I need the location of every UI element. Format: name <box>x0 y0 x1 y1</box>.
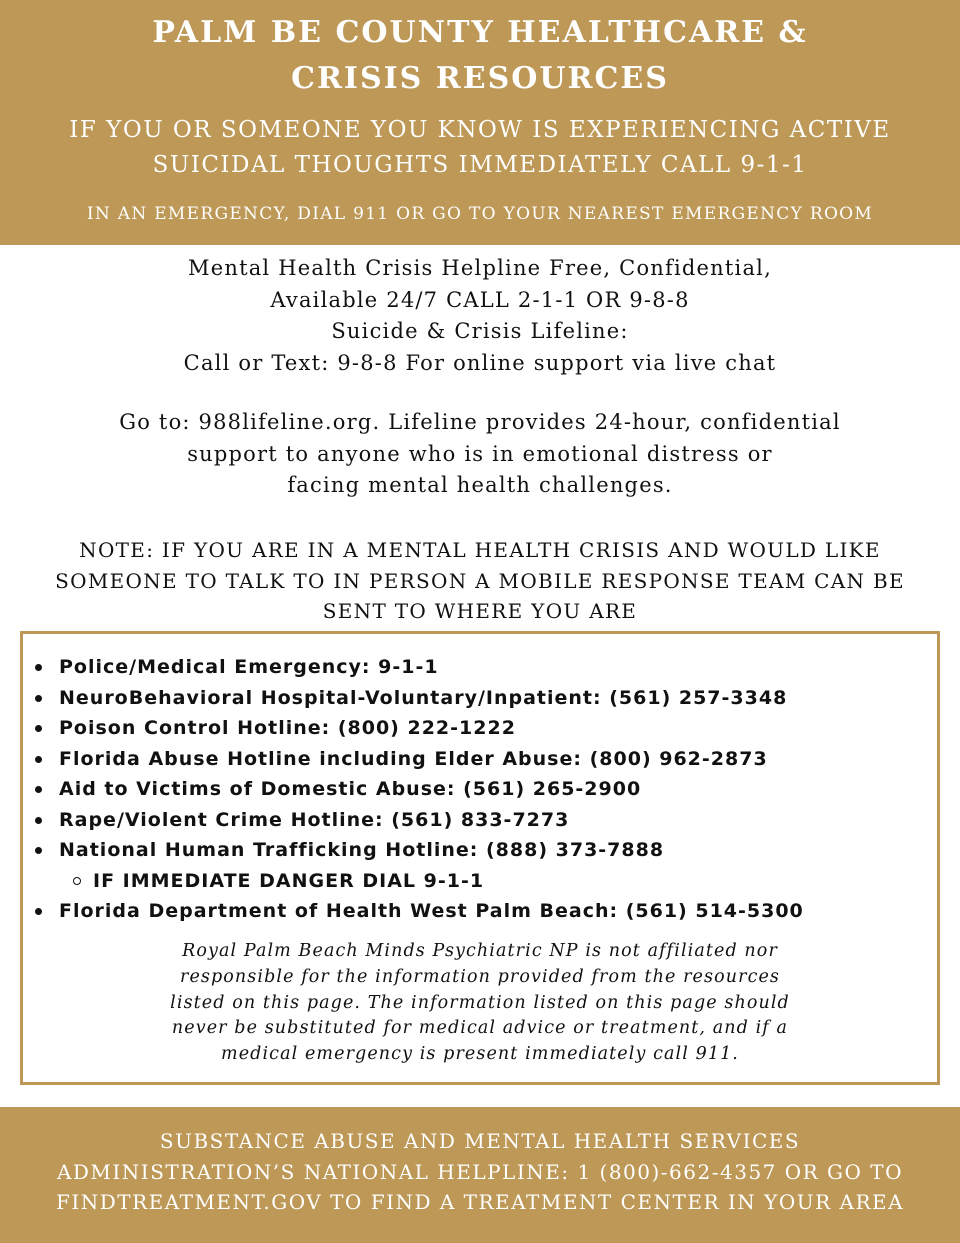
bullet-icon <box>35 908 42 915</box>
footer-line: FINDTREATMENT.GOV TO FIND A TREATMENT CENTER IN YOUR AREA <box>55 1190 905 1214</box>
disclaimer <box>23 939 937 1068</box>
header-banner <box>0 0 960 245</box>
list-item <box>23 652 937 683</box>
note-line: NOTE: IF YOU ARE IN A MENTAL HEALTH CRISIS AND WOULD LIKE <box>79 538 881 562</box>
resource-list <box>23 652 937 927</box>
helpline-info <box>0 253 960 379</box>
list-item <box>23 835 937 866</box>
disclaimer-line: responsible for the information provided from the resources <box>179 966 781 987</box>
disclaimer-line: medical emergency is present immediately call 911. <box>221 1044 739 1065</box>
bullet-icon <box>35 786 42 793</box>
list-item <box>23 774 937 805</box>
footer-banner <box>0 1107 960 1243</box>
page-title <box>0 10 960 102</box>
helpline-line: Call or Text: 9-8-8 For online support via live chat <box>183 350 777 375</box>
bullet-icon <box>35 817 42 824</box>
lifeline-line: facing mental health challenges. <box>287 473 673 497</box>
resource-text: Rape/Violent Crime Hotline: (561) 833-7273 <box>59 808 570 831</box>
resource-text: Poison Control Hotline: (800) 222-1222 <box>59 717 516 739</box>
disclaimer-line: listed on this page. The information listed on this page should <box>170 992 790 1013</box>
bullet-icon <box>35 695 42 702</box>
samhsa-helpline <box>0 1126 960 1218</box>
resource-box <box>20 631 940 1085</box>
resource-text: National Human Trafficking Hotline: (888) 373-7888 <box>59 839 665 861</box>
footer-line: SUBSTANCE ABUSE AND MENTAL HEALTH SERVICES <box>159 1129 801 1153</box>
list-item <box>23 713 937 744</box>
lifeline-line: support to anyone who is in emotional distress or <box>187 441 773 466</box>
disclaimer-line: Royal Palm Beach Minds Psychiatric NP is not affiliated nor <box>182 941 778 961</box>
resource-text: NeuroBehavioral Hospital-Voluntary/Inpatient: (561) 257-3348 <box>59 686 788 709</box>
note-line: SOMEONE TO TALK TO IN PERSON A MOBILE RESPONSE TEAM CAN BE <box>55 568 905 593</box>
resource-text: Florida Department of Health West Palm Beach: (561) 514-5300 <box>59 900 804 922</box>
helpline-line: Available 24/7 CALL 2-1-1 OR 9-8-8 <box>270 287 690 312</box>
bullet-icon <box>35 847 42 854</box>
list-item <box>23 744 937 775</box>
lifeline-info <box>0 407 960 502</box>
disclaimer-line: never be substituted for medical advice or treatment, and if a <box>171 1018 789 1039</box>
resource-text: Florida Abuse Hotline including Elder Abuse: (800) 962-2873 <box>59 747 768 770</box>
resource-subtext: IF IMMEDIATE DANGER DIAL 9-1-1 <box>93 869 485 892</box>
page-title-line: PALM BE COUNTY HEALTHCARE & <box>152 15 808 50</box>
list-item <box>23 683 937 714</box>
note-line: SENT TO WHERE YOU ARE <box>322 599 638 623</box>
sub-list-item <box>23 866 937 897</box>
lifeline-line: Go to: 988lifeline.org. Lifeline provides 24-hour, confidential <box>119 410 841 434</box>
page-title-line: CRISIS RESOURCES <box>291 61 669 96</box>
bullet-icon <box>35 756 42 763</box>
hollow-bullet-icon <box>73 877 81 885</box>
emergency-instruction: IN AN EMERGENCY, DIAL 911 OR GO TO YOUR NEAREST EMERGENCY ROOM <box>86 204 874 224</box>
bullet-icon <box>35 664 42 671</box>
helpline-line: Suicide & Crisis Lifeline: <box>331 319 629 343</box>
suicide-warning <box>0 113 960 183</box>
resource-text: Aid to Victims of Domestic Abuse: (561) 265-2900 <box>59 778 642 800</box>
suicide-warning-line: IF YOU OR SOMEONE YOU KNOW IS EXPERIENCING ACTIVE <box>69 117 891 143</box>
resource-text: Police/Medical Emergency: 9-1-1 <box>59 656 439 678</box>
bullet-icon <box>35 725 42 732</box>
footer-line: ADMINISTRATION’S NATIONAL HELPLINE: 1 (800)-662-4357 OR GO TO <box>56 1159 904 1184</box>
helpline-line: Mental Health Crisis Helpline Free, Confidential, <box>188 256 772 280</box>
suicide-warning-line: SUICIDAL THOUGHTS IMMEDIATELY CALL 9-1-1 <box>152 152 808 178</box>
mobile-response-note <box>0 535 960 627</box>
list-item <box>23 896 937 927</box>
list-item <box>23 805 937 836</box>
